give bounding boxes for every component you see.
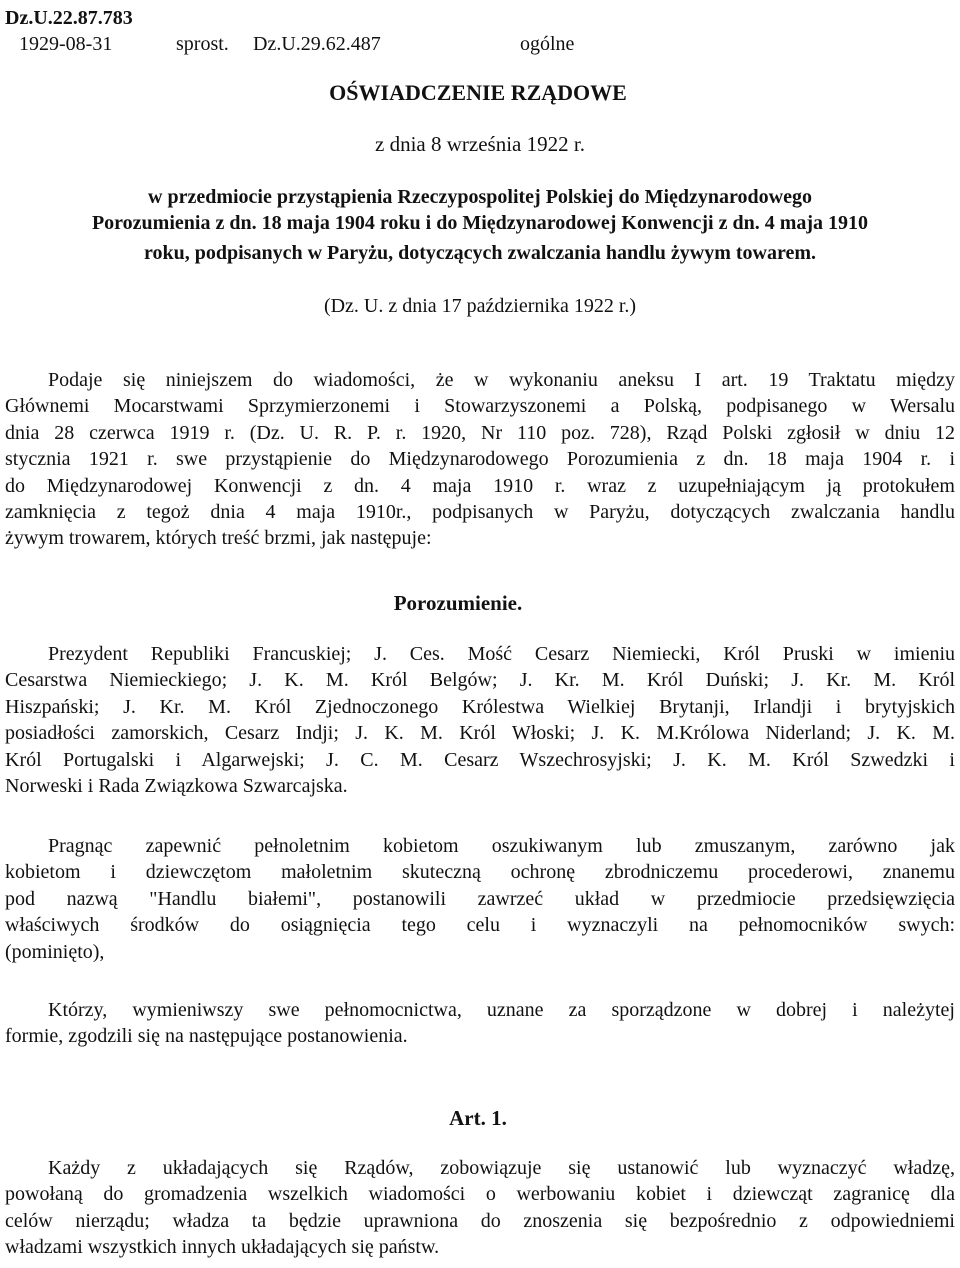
article-1-line: celów nierządu; władza ta będzie uprawniona do znoszenia się bezpośrednio z odpowiedniemi bbox=[5, 1209, 955, 1232]
agreement-heading: Porozumienie. bbox=[393, 591, 523, 615]
document-title: OŚWIADCZENIE RZĄDOWE bbox=[329, 80, 627, 105]
subject-line-1: w przedmiocie przystąpienia Rzeczypospolitej Polskiej do Międzynarodowego bbox=[148, 186, 812, 208]
article-heading: Art. 1. bbox=[449, 1106, 507, 1130]
intro-line: stycznia 1921 r. swe przystąpienie do Międzynarodowego Porozumienia z dn. 18 maja 1904 r. i bbox=[5, 448, 955, 471]
purpose-line: kobietom i dziewczętom małoletnim skuteczną ochronę zbrodniczemu procederowi, znanemu bbox=[5, 861, 955, 884]
document-id: Dz.U.22.87.783 bbox=[5, 7, 133, 29]
parties-line: Prezydent Republiki Francuskiej; J. Ces. Mość Cesarz Niemiecki, Król Pruski w imieniu bbox=[48, 643, 955, 665]
intro-line: żywym trowarem, których treść brzmi, jak następuje: bbox=[5, 527, 432, 550]
document-date: 1929-08-31 bbox=[19, 33, 113, 55]
purpose-line: (pominięto), bbox=[5, 940, 105, 963]
purpose-line: Pragnąc zapewnić pełnoletnim kobietom oszukiwanym lub zmuszanym, zarówno jak bbox=[48, 835, 955, 857]
intro-line: dnia 28 czerwca 1919 r. (Dz. U. R. P. r. 1920, Nr 110 poz. 728), Rząd Polski zgłosił w dniu 12 bbox=[5, 421, 955, 444]
article-1-line: powołaną do gromadzenia wszelkich wiadomości o werbowaniu kobiet i dziewcząt zagranicę dla bbox=[5, 1183, 955, 1206]
plenipotentiaries-line: Którzy, wymieniwszy swe pełnomocnictwa, uznane za sporządzone w dobrej i należytej bbox=[48, 999, 955, 1021]
parties-line: Cesarstwa Niemieckiego; J. K. M. Król Belgów; J. Kr. M. Król Duński; J. Kr. M. Król bbox=[5, 669, 955, 692]
publication-note: (Dz. U. z dnia 17 października 1922 r.) bbox=[323, 295, 637, 317]
parties-line: Hiszpański; J. Kr. M. Król Zjednoczonego Królestwa Wielkiej Brytanji, Irlandji i brytyjskich bbox=[5, 695, 955, 718]
subject-line-2: Porozumienia z dn. 18 maja 1904 roku i do Międzynarodowej Konwencji z dn. 4 maja 1910 bbox=[91, 212, 869, 234]
plenipotentiaries-paragraph bbox=[5, 997, 955, 1050]
document-related-ref: Dz.U.29.62.487 bbox=[253, 33, 381, 55]
parties-line: Król Portugalski i Algarwejski; J. C. M. Cesarz Wszechrosyjski; J. K. M. Król Szwedzki i bbox=[5, 748, 955, 771]
purpose-line: pod nazwą "Handlu białemi", postanowili zawrzeć układ w przedmiocie przedsięwzięcia bbox=[5, 887, 955, 910]
intro-paragraph bbox=[5, 367, 955, 552]
document-kind: ogólne bbox=[520, 33, 575, 55]
article-1-line: Każdy z układających się Rządów, zobowiązuje się ustanowić lub wyznaczyć władzę, bbox=[48, 1157, 955, 1179]
parties-line: Norweski i Rada Związkowa Szwarcajska. bbox=[5, 775, 348, 798]
article-1-line: władzami wszystkich innych układających się państw. bbox=[5, 1236, 440, 1259]
article-1-paragraph bbox=[5, 1155, 955, 1261]
intro-line: Podaje się niniejszem do wiadomości, że w wykonaniu aneksu I art. 19 Traktatu między bbox=[48, 369, 955, 391]
document-status: sprost. bbox=[176, 33, 229, 55]
parties-line: posiadłości zamorskich, Cesarz Indji; J. K. M. Król Włoski; J. K. M.Królowa Niderland; J. K. M. bbox=[5, 722, 955, 745]
subject-line-3: roku, podpisanych w Paryżu, dotyczących zwalczania handlu żywym towarem. bbox=[143, 242, 817, 264]
intro-line: zamknięcia z tegoż dnia 4 maja 1910r., podpisanych w Paryżu, dotyczących zwalczania handlu bbox=[5, 501, 955, 524]
document-dated: z dnia 8 września 1922 r. bbox=[375, 132, 585, 156]
intro-line: Głównemi Mocarstwami Sprzymierzonemi i Stowarzyszonemi a Polską, podpisanego w Wersalu bbox=[5, 395, 955, 418]
plenipotentiaries-line: formie, zgodzili się na następujące postanowienia. bbox=[5, 1025, 408, 1048]
parties-paragraph bbox=[5, 641, 955, 799]
purpose-line: właściwych środków do osiągnięcia tego celu i wyznaczyli na pełnomocników swych: bbox=[5, 914, 955, 937]
purpose-paragraph bbox=[5, 833, 955, 965]
intro-line: do Międzynarodowej Konwencji z dn. 4 maja 1910 r. wraz z uzupełniającym ją protokułem bbox=[5, 474, 955, 497]
